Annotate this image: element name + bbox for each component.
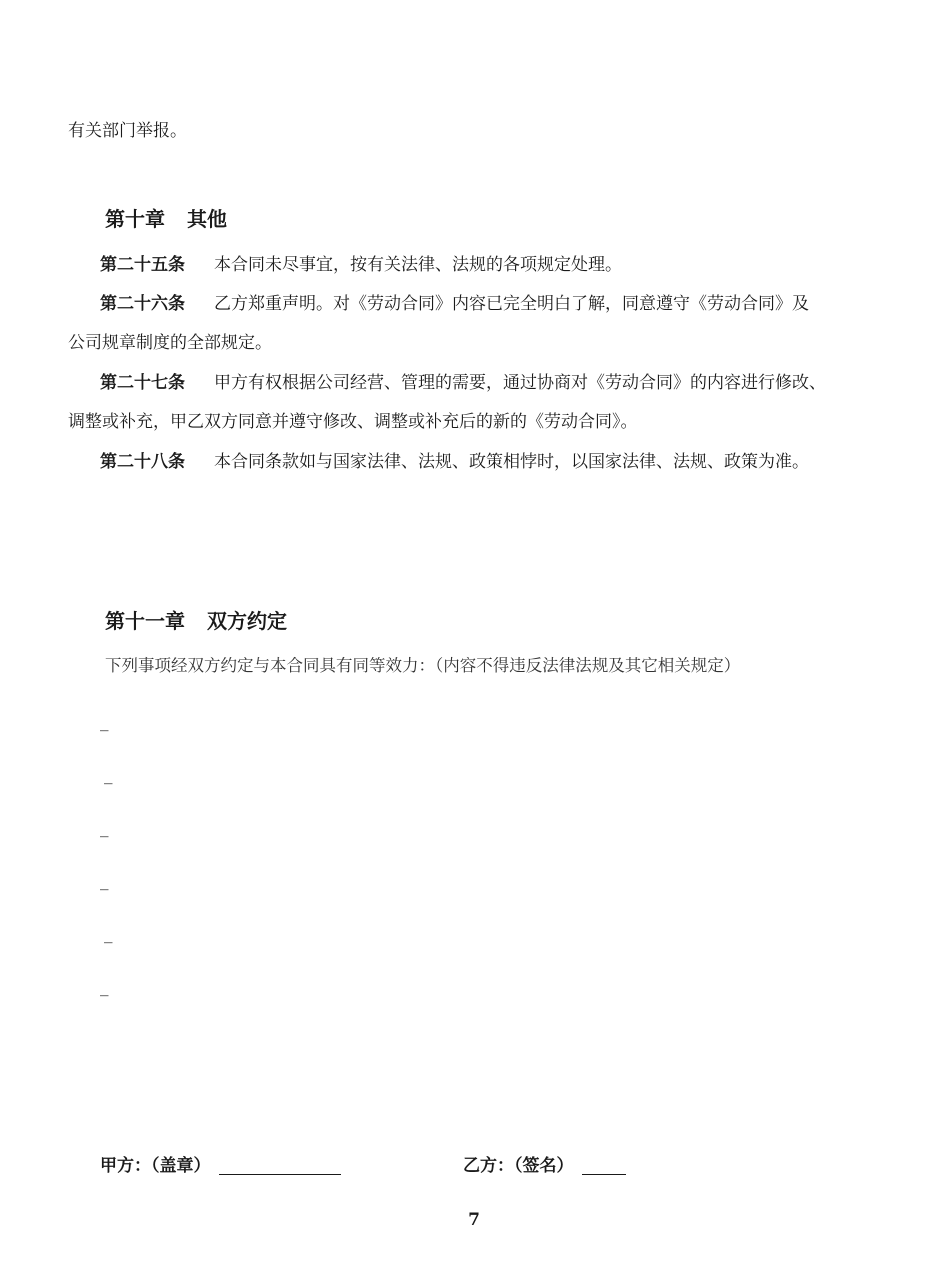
page-number: 7 — [468, 1210, 480, 1230]
blank-item: _ — [104, 924, 113, 944]
blank-item: _ — [100, 818, 109, 838]
party-a-signature-line[interactable] — [219, 1156, 341, 1175]
blank-item: _ — [104, 765, 113, 785]
article-27 — [100, 371, 826, 395]
article-28 — [100, 450, 809, 474]
article-26 — [100, 292, 809, 316]
party-a-signature — [100, 1154, 341, 1178]
article-text: 本合同条款如与国家法律、法规、政策相悖时，以国家法律、法规、政策为准。 — [214, 452, 809, 472]
chapter-10-title: 其他 — [187, 207, 227, 231]
article-label: 第二十七条 — [100, 373, 185, 393]
article-label: 第二十六条 — [100, 294, 185, 314]
chapter-11-heading — [105, 607, 287, 635]
blank-item: _ — [100, 977, 109, 997]
paragraph-fragment: 有关部门举报。 — [68, 121, 187, 141]
chapter-11-intro: 下列事项经双方约定与本合同具有同等效力：（内容不得违反法律法规及其它相关规定） — [105, 656, 741, 675]
article-text: 本合同未尽事宜，按有关法律、法规的各项规定处理。 — [214, 255, 622, 275]
chapter-10-heading — [105, 205, 227, 233]
article-25 — [100, 253, 622, 277]
article-27-continuation: 调整或补充，甲乙双方同意并遵守修改、调整或补充后的新的《劳动合同》。 — [68, 412, 638, 432]
chapter-10-number: 第十章 — [105, 207, 165, 231]
party-a-label: 甲方：（盖章） — [100, 1156, 211, 1176]
article-text: 乙方郑重声明。对《劳动合同》内容已完全明白了解，同意遵守《劳动合同》及 — [214, 294, 809, 314]
article-label: 第二十八条 — [100, 452, 185, 472]
party-b-label: 乙方：（签名） — [463, 1156, 574, 1176]
party-b-signature — [463, 1154, 626, 1178]
chapter-11-number: 第十一章 — [105, 609, 185, 633]
blank-item: _ — [100, 871, 109, 891]
article-text: 甲方有权根据公司经营、管理的需要，通过协商对《劳动合同》的内容进行修改、 — [214, 373, 826, 393]
article-label: 第二十五条 — [100, 255, 185, 275]
article-26-continuation: 公司规章制度的全部规定。 — [68, 333, 272, 353]
chapter-11-title: 双方约定 — [207, 609, 287, 633]
party-b-signature-line[interactable] — [582, 1156, 626, 1175]
blank-item: _ — [100, 712, 109, 732]
